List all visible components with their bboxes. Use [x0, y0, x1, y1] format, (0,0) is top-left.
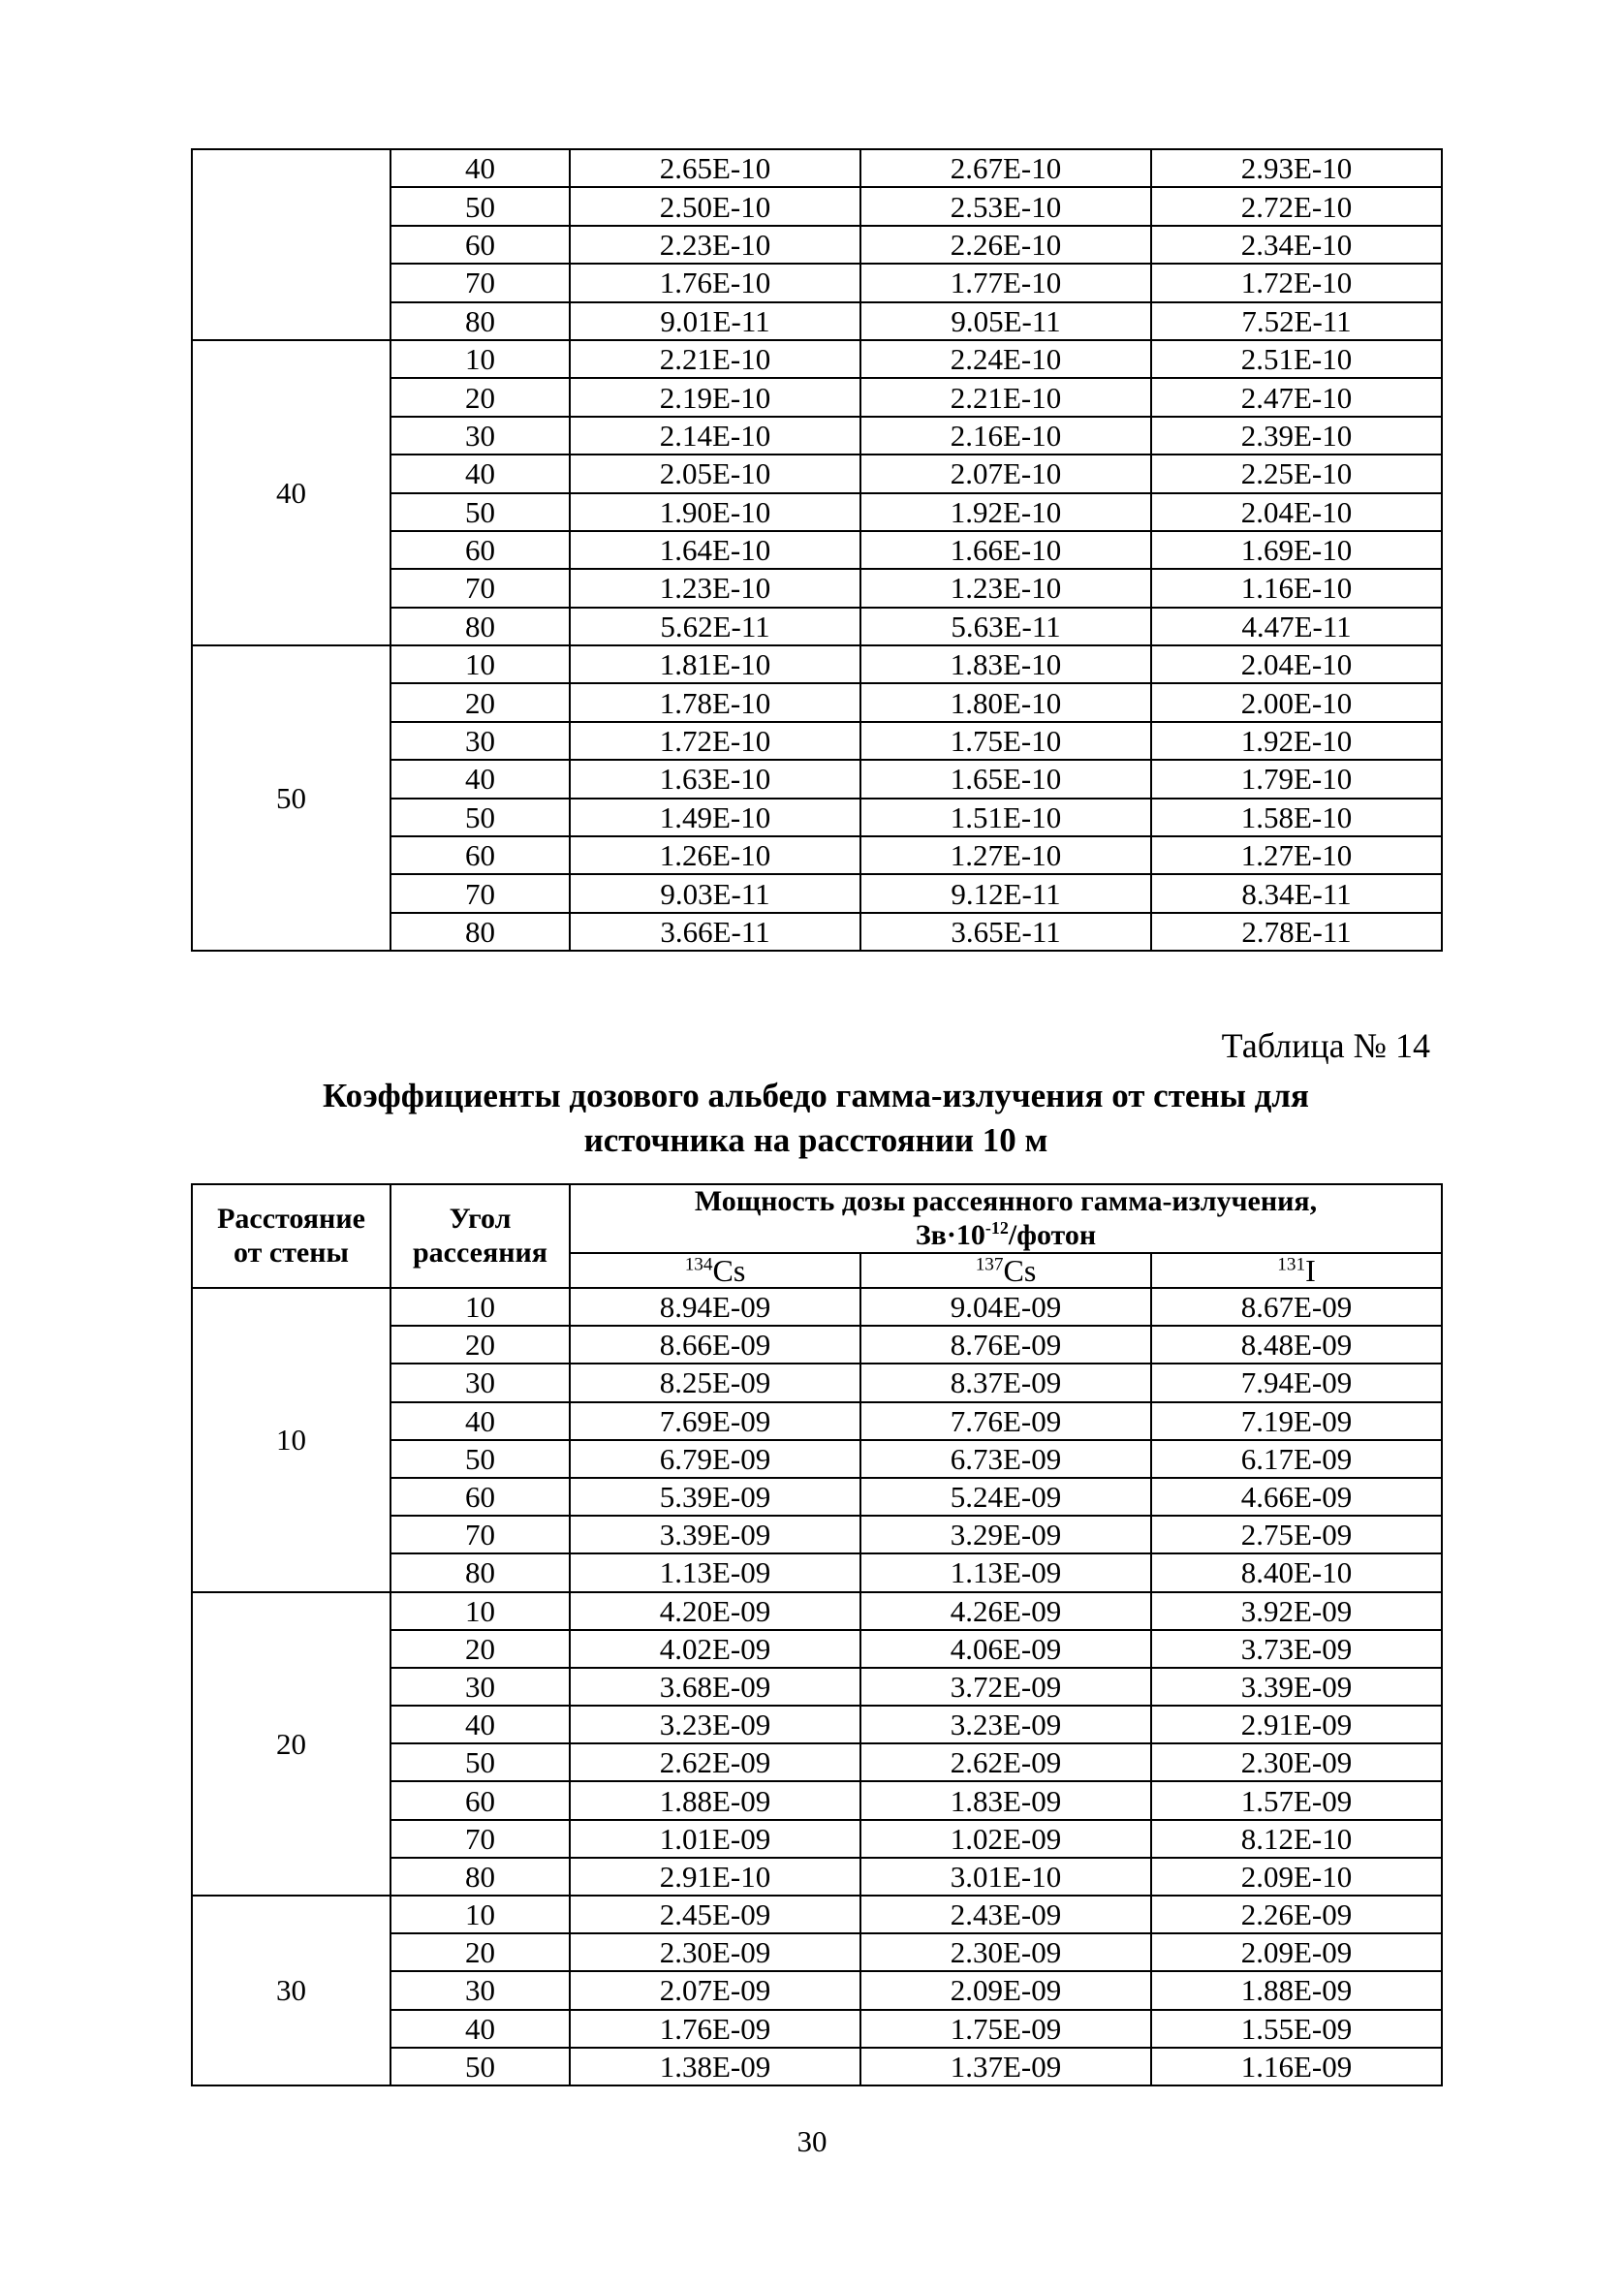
cs137-value-cell: 1.37E-09	[860, 2048, 1151, 2085]
cs134-value-cell: 5.62E-11	[570, 608, 860, 645]
header-angle-line-1: Угол	[449, 1203, 512, 1235]
cs134-value-cell: 1.01E-09	[570, 1820, 860, 1858]
header-dose-rate	[570, 1184, 1442, 1253]
cs137-value-cell: 7.76E-09	[860, 1402, 1151, 1440]
cs137-value-cell: 3.01E-10	[860, 1858, 1151, 1896]
cs134-value-cell: 1.23E-10	[570, 569, 860, 607]
cs134-value-cell: 2.50E-10	[570, 187, 860, 225]
angle-cell: 10	[390, 1288, 570, 1326]
cs137-value-cell: 1.80E-10	[860, 683, 1151, 721]
cs137-value-cell: 2.21E-10	[860, 378, 1151, 416]
angle-cell: 10	[390, 645, 570, 683]
cs134-value-cell: 3.39E-09	[570, 1516, 860, 1553]
cs137-value-cell: 2.43E-09	[860, 1896, 1151, 1933]
cs134-value-cell: 1.76E-10	[570, 264, 860, 301]
angle-cell: 60	[390, 1478, 570, 1516]
cs137-value-cell: 2.30E-09	[860, 1933, 1151, 1971]
i131-value-cell: 8.48E-09	[1151, 1326, 1442, 1364]
cs137-value-cell: 1.83E-10	[860, 645, 1151, 683]
header-dose-unit-exponent: -12	[984, 1217, 1009, 1238]
cs137-value-cell: 1.23E-10	[860, 569, 1151, 607]
cs137-value-cell: 1.02E-09	[860, 1820, 1151, 1858]
i131-value-cell: 2.25E-10	[1151, 455, 1442, 492]
angle-cell: 70	[390, 1820, 570, 1858]
distance-cell: 10	[192, 1288, 390, 1592]
cs134-value-cell: 2.91E-10	[570, 1858, 860, 1896]
i131-value-cell: 8.12E-10	[1151, 1820, 1442, 1858]
cs137-value-cell: 2.67E-10	[860, 149, 1151, 187]
cs137-value-cell: 4.26E-09	[860, 1592, 1151, 1630]
cs137-value-cell: 2.62E-09	[860, 1743, 1151, 1781]
cs137-value-cell: 1.66E-10	[860, 531, 1151, 569]
header-dose-line-1: Мощность дозы рассеянного гамма-излучения,	[694, 1185, 1318, 1217]
i131-value-cell: 1.79E-10	[1151, 760, 1442, 798]
cs137-value-cell: 2.07E-10	[860, 455, 1151, 492]
header-nuclide-cs137	[860, 1253, 1151, 1288]
header-angle	[390, 1184, 570, 1288]
i131-value-cell: 1.88E-09	[1151, 1971, 1442, 2009]
angle-cell: 20	[390, 1326, 570, 1364]
cs137-value-cell: 3.29E-09	[860, 1516, 1151, 1553]
angle-cell: 40	[390, 760, 570, 798]
cs137-value-cell: 2.09E-09	[860, 1971, 1151, 2009]
cs134-value-cell: 5.39E-09	[570, 1478, 860, 1516]
cs137-value-cell: 9.04E-09	[860, 1288, 1151, 1326]
cs134-value-cell: 8.25E-09	[570, 1364, 860, 1401]
cs134-value-cell: 2.23E-10	[570, 226, 860, 264]
header-distance-line-2: от стены	[234, 1236, 349, 1269]
angle-cell: 10	[390, 1592, 570, 1630]
nuclide-symbol: Cs	[1003, 1253, 1037, 1288]
i131-value-cell: 1.58E-10	[1151, 799, 1442, 836]
angle-cell: 70	[390, 874, 570, 912]
cs137-value-cell: 1.75E-09	[860, 2010, 1151, 2048]
table-row	[192, 1896, 1442, 1933]
cs137-value-cell: 1.92E-10	[860, 493, 1151, 531]
angle-cell: 50	[390, 1743, 570, 1781]
cs134-value-cell: 1.78E-10	[570, 683, 860, 721]
table-row	[192, 645, 1442, 683]
angle-cell: 20	[390, 1933, 570, 1971]
angle-cell: 80	[390, 913, 570, 951]
cs134-value-cell: 9.03E-11	[570, 874, 860, 912]
cs134-value-cell: 1.90E-10	[570, 493, 860, 531]
table-row	[192, 1592, 1442, 1630]
header-dose-unit	[571, 1219, 1441, 1253]
i131-value-cell: 8.40E-10	[1151, 1553, 1442, 1591]
cs137-value-cell: 1.75E-10	[860, 722, 1151, 760]
i131-value-cell: 2.09E-10	[1151, 1858, 1442, 1896]
cs134-value-cell: 2.45E-09	[570, 1896, 860, 1933]
nuclide-mass: 134	[684, 1254, 713, 1275]
i131-value-cell: 2.00E-10	[1151, 683, 1442, 721]
angle-cell: 20	[390, 683, 570, 721]
cs137-value-cell: 2.53E-10	[860, 187, 1151, 225]
i131-value-cell: 2.34E-10	[1151, 226, 1442, 264]
cs134-value-cell: 1.63E-10	[570, 760, 860, 798]
angle-cell: 60	[390, 836, 570, 874]
i131-value-cell: 2.26E-09	[1151, 1896, 1442, 1933]
angle-cell: 50	[390, 187, 570, 225]
i131-value-cell: 2.09E-09	[1151, 1933, 1442, 1971]
angle-cell: 80	[390, 302, 570, 340]
header-dose-unit-suffix: /фотон	[1008, 1218, 1097, 1251]
i131-value-cell: 2.75E-09	[1151, 1516, 1442, 1553]
cs134-value-cell: 1.72E-10	[570, 722, 860, 760]
cs137-value-cell: 3.72E-09	[860, 1668, 1151, 1706]
angle-cell: 50	[390, 2048, 570, 2085]
angle-cell: 40	[390, 1706, 570, 1743]
cs137-value-cell: 1.51E-10	[860, 799, 1151, 836]
table-row	[192, 1288, 1442, 1326]
i131-value-cell: 1.16E-09	[1151, 2048, 1442, 2085]
angle-cell: 80	[390, 608, 570, 645]
angle-cell: 50	[390, 799, 570, 836]
header-nuclide-i131	[1151, 1253, 1442, 1288]
cs137-value-cell: 6.73E-09	[860, 1440, 1151, 1478]
i131-value-cell: 1.27E-10	[1151, 836, 1442, 874]
table-title	[191, 1074, 1441, 1162]
angle-cell: 30	[390, 722, 570, 760]
cs137-value-cell: 1.13E-09	[860, 1553, 1151, 1591]
cs137-value-cell: 5.24E-09	[860, 1478, 1151, 1516]
nuclide-symbol: I	[1305, 1253, 1316, 1288]
angle-cell: 80	[390, 1858, 570, 1896]
cs137-value-cell: 9.05E-11	[860, 302, 1151, 340]
i131-value-cell: 2.51E-10	[1151, 340, 1442, 378]
angle-cell: 20	[390, 1630, 570, 1668]
cs134-value-cell: 4.20E-09	[570, 1592, 860, 1630]
cs134-value-cell: 2.65E-10	[570, 149, 860, 187]
cs134-value-cell: 1.76E-09	[570, 2010, 860, 2048]
cs134-value-cell: 3.23E-09	[570, 1706, 860, 1743]
albedo-table-header	[192, 1184, 1442, 1288]
nuclide-symbol: Cs	[712, 1253, 746, 1288]
cs134-value-cell: 2.19E-10	[570, 378, 860, 416]
angle-cell: 10	[390, 1896, 570, 1933]
albedo-table	[191, 1183, 1443, 2086]
i131-value-cell: 2.72E-10	[1151, 187, 1442, 225]
cs134-value-cell: 1.26E-10	[570, 836, 860, 874]
cs137-value-cell: 1.83E-09	[860, 1781, 1151, 1819]
i131-value-cell: 8.67E-09	[1151, 1288, 1442, 1326]
cs134-value-cell: 1.49E-10	[570, 799, 860, 836]
angle-cell: 60	[390, 531, 570, 569]
nuclide-mass: 131	[1277, 1254, 1306, 1275]
i131-value-cell: 1.55E-09	[1151, 2010, 1442, 2048]
cs137-value-cell: 1.77E-10	[860, 264, 1151, 301]
header-distance	[192, 1184, 390, 1288]
cs134-value-cell: 4.02E-09	[570, 1630, 860, 1668]
cs134-value-cell: 2.07E-09	[570, 1971, 860, 2009]
i131-value-cell: 1.57E-09	[1151, 1781, 1442, 1819]
cs134-value-cell: 8.66E-09	[570, 1326, 860, 1364]
cs134-value-cell: 2.62E-09	[570, 1743, 860, 1781]
i131-value-cell: 1.92E-10	[1151, 722, 1442, 760]
angle-cell: 50	[390, 1440, 570, 1478]
i131-value-cell: 1.16E-10	[1151, 569, 1442, 607]
i131-value-cell: 2.93E-10	[1151, 149, 1442, 187]
i131-value-cell: 7.52E-11	[1151, 302, 1442, 340]
i131-value-cell: 1.69E-10	[1151, 531, 1442, 569]
cs134-value-cell: 2.21E-10	[570, 340, 860, 378]
header-dose-unit-prefix: Зв·10	[915, 1218, 985, 1251]
angle-cell: 30	[390, 417, 570, 455]
header-distance-line-1: Расстояние	[217, 1203, 365, 1235]
cs134-value-cell: 1.88E-09	[570, 1781, 860, 1819]
cs137-value-cell: 4.06E-09	[860, 1630, 1151, 1668]
i131-value-cell: 2.78E-11	[1151, 913, 1442, 951]
i131-value-cell: 2.39E-10	[1151, 417, 1442, 455]
cs134-value-cell: 1.81E-10	[570, 645, 860, 683]
angle-cell: 50	[390, 493, 570, 531]
angle-cell: 40	[390, 455, 570, 492]
header-angle-line-2: рассеяния	[412, 1236, 548, 1269]
angle-cell: 30	[390, 1668, 570, 1706]
angle-cell: 20	[390, 378, 570, 416]
page-number: 30	[796, 2124, 828, 2158]
header-nuclide-cs134	[570, 1253, 860, 1288]
i131-value-cell: 7.19E-09	[1151, 1402, 1442, 1440]
cs134-value-cell: 1.13E-09	[570, 1553, 860, 1591]
distance-cell: 40	[192, 340, 390, 645]
cs134-value-cell: 3.68E-09	[570, 1668, 860, 1706]
cs137-value-cell: 2.24E-10	[860, 340, 1151, 378]
cs137-value-cell: 2.16E-10	[860, 417, 1151, 455]
angle-cell: 70	[390, 569, 570, 607]
angle-cell: 30	[390, 1971, 570, 2009]
angle-cell: 60	[390, 1781, 570, 1819]
i131-value-cell: 2.04E-10	[1151, 645, 1442, 683]
angle-cell: 10	[390, 340, 570, 378]
distance-cell: 50	[192, 645, 390, 951]
albedo-table-body	[192, 1288, 1442, 2085]
angle-cell: 40	[390, 2010, 570, 2048]
table-row	[192, 149, 1442, 187]
i131-value-cell: 2.30E-09	[1151, 1743, 1442, 1781]
cs137-value-cell: 5.63E-11	[860, 608, 1151, 645]
angle-cell: 40	[390, 1402, 570, 1440]
cs137-value-cell: 8.76E-09	[860, 1326, 1151, 1364]
table-row	[192, 340, 1442, 378]
cs137-value-cell: 1.27E-10	[860, 836, 1151, 874]
table-continuation	[191, 148, 1443, 952]
distance-cell	[192, 149, 390, 340]
angle-cell: 70	[390, 264, 570, 301]
cs137-value-cell: 8.37E-09	[860, 1364, 1151, 1401]
distance-cell: 30	[192, 1896, 390, 2085]
table-continuation-body	[192, 149, 1442, 951]
i131-value-cell: 7.94E-09	[1151, 1364, 1442, 1401]
angle-cell: 30	[390, 1364, 570, 1401]
cs134-value-cell: 8.94E-09	[570, 1288, 860, 1326]
nuclide-mass: 137	[975, 1254, 1004, 1275]
i131-value-cell: 4.66E-09	[1151, 1478, 1442, 1516]
i131-value-cell: 2.04E-10	[1151, 493, 1442, 531]
table-title-line-2: источника на расстоянии 10 м	[583, 1120, 1048, 1159]
i131-value-cell: 3.92E-09	[1151, 1592, 1442, 1630]
cs134-value-cell: 7.69E-09	[570, 1402, 860, 1440]
cs134-value-cell: 3.66E-11	[570, 913, 860, 951]
i131-value-cell: 3.39E-09	[1151, 1668, 1442, 1706]
cs137-value-cell: 9.12E-11	[860, 874, 1151, 912]
i131-value-cell: 2.91E-09	[1151, 1706, 1442, 1743]
i131-value-cell: 4.47E-11	[1151, 608, 1442, 645]
i131-value-cell: 8.34E-11	[1151, 874, 1442, 912]
i131-value-cell: 6.17E-09	[1151, 1440, 1442, 1478]
i131-value-cell: 2.47E-10	[1151, 378, 1442, 416]
cs134-value-cell: 9.01E-11	[570, 302, 860, 340]
angle-cell: 40	[390, 149, 570, 187]
angle-cell: 80	[390, 1553, 570, 1591]
i131-value-cell: 3.73E-09	[1151, 1630, 1442, 1668]
cs134-value-cell: 1.38E-09	[570, 2048, 860, 2085]
angle-cell: 70	[390, 1516, 570, 1553]
cs134-value-cell: 1.64E-10	[570, 531, 860, 569]
angle-cell: 60	[390, 226, 570, 264]
cs134-value-cell: 6.79E-09	[570, 1440, 860, 1478]
distance-cell: 20	[192, 1592, 390, 1897]
cs134-value-cell: 2.14E-10	[570, 417, 860, 455]
cs137-value-cell: 1.65E-10	[860, 760, 1151, 798]
table-title-line-1: Коэффициенты дозового альбедо гамма-излучения от стены для	[323, 1077, 1309, 1114]
table-number-label: Таблица № 14	[1221, 1026, 1430, 1065]
cs134-value-cell: 2.05E-10	[570, 455, 860, 492]
cs137-value-cell: 3.65E-11	[860, 913, 1151, 951]
cs134-value-cell: 2.30E-09	[570, 1933, 860, 1971]
cs137-value-cell: 2.26E-10	[860, 226, 1151, 264]
cs137-value-cell: 3.23E-09	[860, 1706, 1151, 1743]
i131-value-cell: 1.72E-10	[1151, 264, 1442, 301]
